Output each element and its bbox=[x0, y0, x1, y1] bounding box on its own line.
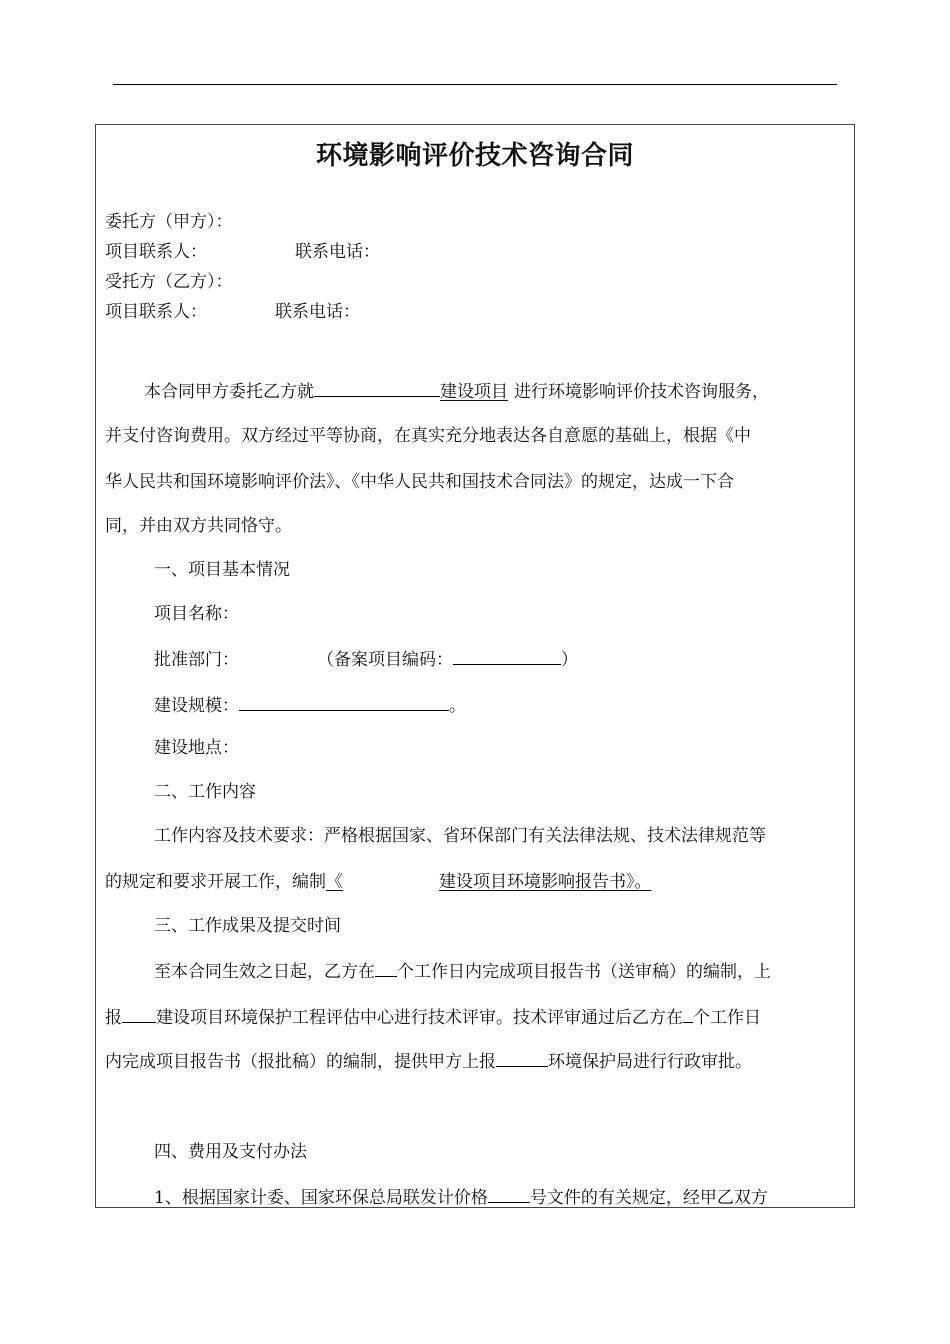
intro-line-1 bbox=[144, 379, 769, 403]
report-doc-name: 《 建设项目环境影响报告书》。 bbox=[326, 872, 652, 892]
contact-a-line bbox=[105, 241, 380, 263]
s3-l2-a: 报 bbox=[105, 1008, 122, 1028]
section2-line-2 bbox=[105, 871, 652, 893]
phone-b-label: 联系电话： bbox=[275, 302, 360, 322]
section3-line-1 bbox=[154, 959, 771, 983]
contact-a-label: 项目联系人： bbox=[105, 242, 207, 262]
section3-line-2 bbox=[105, 1005, 761, 1029]
intro-text-start: 本合同甲方委托乙方就 bbox=[144, 382, 314, 402]
document-title: 环境影响评价技术咨询合同 bbox=[315, 141, 634, 171]
contractor-label: 受托方（乙方）： bbox=[105, 272, 233, 292]
section3-heading: 三、工作成果及提交时间 bbox=[154, 916, 341, 936]
code-blank bbox=[453, 647, 561, 665]
s3-l3-a: 内完成项目报告书（报批稿）的编制，提供甲方上报 bbox=[105, 1052, 496, 1072]
dept-line bbox=[154, 647, 578, 671]
intro-line-3: 华人民共和国环境影响评价法》、《中华人民共和国技术合同法》的规定，达成一下合 bbox=[105, 472, 734, 492]
intro-line-4: 同，并由双方共同恪守。 bbox=[105, 516, 292, 536]
doc-number-blank bbox=[488, 1185, 530, 1203]
s3-l3-b: 环境保护局进行行政审批。 bbox=[548, 1052, 752, 1072]
section3-line-3 bbox=[105, 1049, 752, 1073]
contract-frame bbox=[95, 124, 855, 1208]
section1-heading: 一、项目基本情况 bbox=[154, 560, 290, 580]
contact-b-line bbox=[105, 301, 360, 323]
contact-b-label: 项目联系人： bbox=[105, 302, 207, 322]
s3-l2-c: 个工作日 bbox=[693, 1008, 761, 1028]
header-rule bbox=[113, 84, 837, 85]
code-close: ） bbox=[561, 650, 578, 670]
scale-line bbox=[154, 693, 466, 717]
section2-heading: 二、工作内容 bbox=[154, 782, 256, 802]
section2-line-1: 工作内容及技术要求：严格根据国家、省环保部门有关法律法规、技术法律规范等 bbox=[154, 826, 766, 846]
code-label: （备案项目编码： bbox=[317, 650, 453, 670]
s4-l1-b: 号文件的有关规定，经甲乙双方 bbox=[529, 1188, 768, 1208]
s4-l1-a: 1、根据国家计委、国家环保总局联发计价格 bbox=[154, 1188, 488, 1208]
days-blank-2 bbox=[683, 1005, 693, 1023]
contractor-line bbox=[105, 271, 233, 293]
client-line bbox=[105, 211, 233, 233]
authority-blank-1 bbox=[122, 1005, 156, 1023]
days-blank-1 bbox=[375, 959, 397, 977]
phone-a-label: 联系电话： bbox=[295, 242, 380, 262]
intro-line-2: 并支付咨询费用。双方经过平等协商，在真实充分地表达各自意愿的基础上，根据《中 bbox=[105, 426, 751, 446]
site-label: 建设地点： bbox=[154, 738, 239, 758]
authority-blank-2 bbox=[496, 1049, 548, 1067]
section4-heading: 四、费用及支付办法 bbox=[154, 1142, 307, 1162]
s3-l2-b: 建设项目环境保护工程评估中心进行技术评审。技术评审通过后乙方在 bbox=[156, 1008, 683, 1028]
scale-label: 建设规模： bbox=[154, 696, 239, 716]
intro-text-end: 进行环境影响评价技术咨询服务， bbox=[514, 382, 769, 402]
dept-label: 批准部门： bbox=[154, 650, 239, 670]
s3-l1-b: 个工作日内完成项目报告书（送审稿）的编制，上 bbox=[397, 962, 771, 982]
section4-line-1 bbox=[154, 1185, 768, 1208]
section2-l2-start: 的规定和要求开展工作，编制 bbox=[105, 872, 326, 892]
scale-end: 。 bbox=[449, 696, 466, 716]
client-label: 委托方（甲方）： bbox=[105, 212, 233, 232]
project-name-label: 项目名称： bbox=[154, 604, 239, 624]
project-blank bbox=[314, 379, 440, 397]
scale-blank bbox=[239, 693, 449, 711]
intro-project: 建设项目 bbox=[440, 382, 508, 402]
s3-l1-a: 至本合同生效之日起，乙方在 bbox=[154, 962, 375, 982]
